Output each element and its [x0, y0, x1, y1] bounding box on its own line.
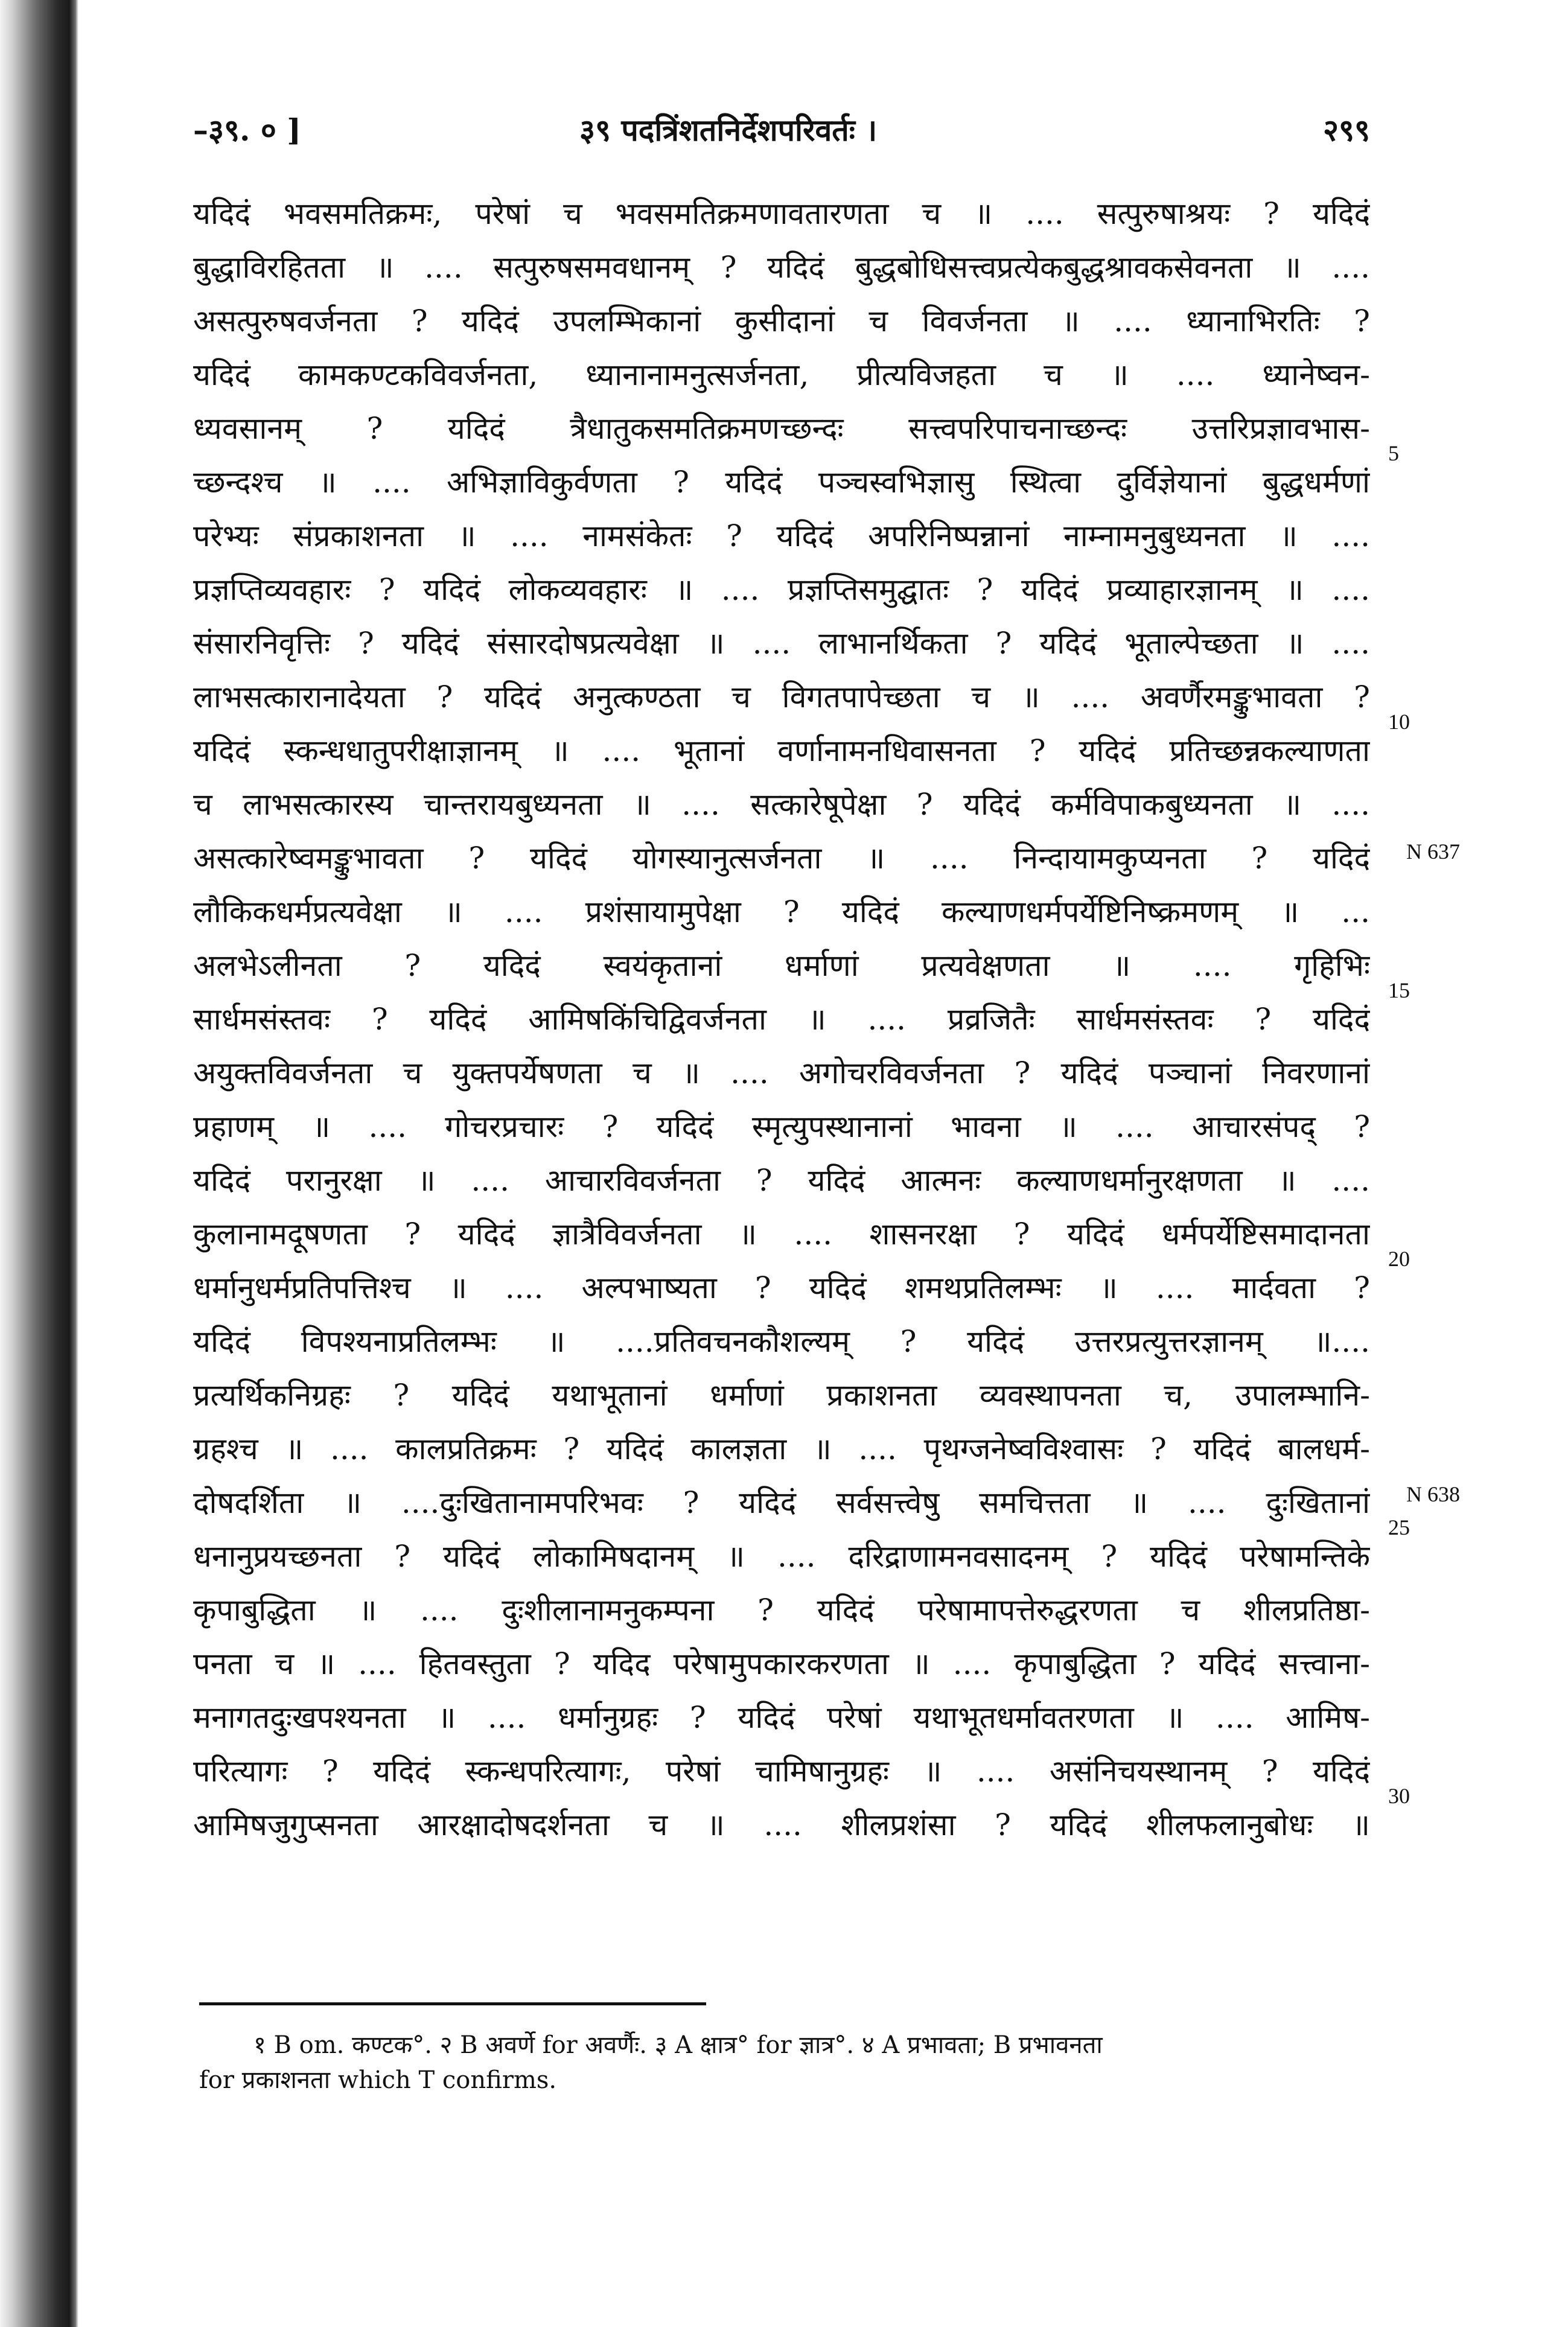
text-line-8: प्रज्ञप्तिव्यवहारः ? यदिदं लोकव्यवहारः ॥ .... प्रज्ञप्तिसमुद्घातः ? यदिदं प्रव्याहारज्ञानम् ॥ .... — [193, 572, 1370, 607]
text-line-11: यदिदं स्कन्धधातुपरीक्षाज्ञानम् ॥ .... भूतानां वर्णानामनधिवासनता ? यदिदं प्रतिच्छन्नकल्याणता — [193, 733, 1370, 768]
text-line-12: च लाभसत्कारस्य चान्तरायबुध्यनता ॥ .... सत्कारेषूपेक्षा ? यदिदं कर्मविपाकबुध्यनता ॥ .... — [193, 787, 1370, 822]
text-line-25: दोषदर्शिता ॥ ....दुःखितानामपरिभवः ? यदिदं सर्वसत्त्वेषु समचित्तता ॥ .... दुःखितानां — [193, 1485, 1370, 1520]
scan-binding-edge — [0, 0, 78, 2327]
line-number-5: 5 — [1388, 441, 1399, 465]
text-line-22: यदिदं विपश्यनाप्रतिलम्भः ॥ ....प्रतिवचनकौशल्यम् ? यदिदं उत्तरप्रत्युत्तरज्ञानम् ॥.... — [193, 1324, 1370, 1359]
text-line-29: मनागतदुःखपश्यनता ॥ .... धर्मानुग्रहः ? यदिदं परेषां यथाभूतधर्मावतरणता ॥ .... आमिष- — [193, 1700, 1370, 1735]
text-line-24: ग्रहश्च ॥ .... कालप्रतिक्रमः ? यदिदं कालज्ञता ॥ .... पृथग्जनेष्वविश्वासः ? यदिदं बालधर्म- — [193, 1431, 1370, 1466]
footnotes — [199, 2028, 1370, 2098]
text-line-19: यदिदं परानुरक्षा ॥ .... आचारविवर्जनता ? यदिदं आत्मनः कल्याणधर्मानुरक्षणता ॥ .... — [193, 1163, 1370, 1198]
text-line-18: प्रहाणम् ॥ .... गोचरप्रचारः ? यदिदं स्मृत्युपस्थानानां भावना ॥ .... आचारसंपद् ? — [193, 1109, 1370, 1144]
text-line-7: परेभ्यः संप्रकाशनता ॥ .... नामसंकेतः ? यदिदं अपरिनिष्पन्नानां नाम्नामनुबुध्यनता ॥ .... — [193, 518, 1370, 553]
page-number: २९९ — [1323, 112, 1370, 148]
line-number-25: 25 — [1388, 1515, 1410, 1539]
margin-ref-n637: N 637 — [1406, 839, 1460, 864]
text-line-23: प्रत्यर्थिकनिग्रहः ? यदिदं यथाभूतानां धर्माणां प्रकाशनता व्यवस्थापनता च, उपालम्भानि- — [193, 1378, 1370, 1413]
text-line-17: अयुक्तविवर्जनता च युक्तपर्येषणता च ॥ .... अगोचरविवर्जनता ? यदिदं पञ्चानां निवरणानां — [193, 1055, 1370, 1090]
margin-ref-n638: N 638 — [1406, 1482, 1460, 1506]
chapter-title: ३९ पदत्रिंशतनिर्देशपरिवर्तः । — [579, 112, 878, 148]
text-line-1: यदिदं भवसमतिक्रमः, परेषां च भवसमतिक्रमणावतारणता च ॥ .... सत्पुरुषाश्रयः ? यदिदं — [193, 196, 1370, 231]
footnote-line-1: १ B om. कण्टक°. २ B अवर्णे for अवर्णैः. ३ A क्षात्र° for ज्ञात्र°. ४ A प्रभावता; B प्रभावनता — [253, 2031, 1103, 2059]
text-line-15: अलभेऽलीनता ? यदिदं स्वयंकृतानां धर्माणां प्रत्यवेक्षणता ॥ .... गृहिभिः — [193, 948, 1370, 983]
text-line-2: बुद्धाविरहितता ॥ .... सत्पुरुषसमवधानम् ? यदिदं बुद्धबोधिसत्त्वप्रत्येकबुद्धश्रावकसेवनता ॥ .... — [193, 250, 1370, 285]
text-line-21: धर्मानुधर्मप्रतिपत्तिश्च ॥ .... अल्पभाष्यता ? यदिदं शमथप्रतिलम्भः ॥ .... मार्दवता ? — [193, 1270, 1370, 1305]
text-line-26: धनानुप्रयच्छनता ? यदिदं लोकामिषदानम् ॥ .... दरिद्राणामनवसादनम् ? यदिदं परेषामन्तिके — [193, 1539, 1370, 1574]
line-number-15: 15 — [1388, 978, 1410, 1002]
text-line-16: सार्धमसंस्तवः ? यदिदं आमिषकिंचिद्विवर्जनता ॥ .... प्रव्रजितैः सार्धमसंस्तवः ? यदिदं — [193, 1002, 1370, 1037]
running-header — [193, 103, 1370, 157]
text-line-13: असत्कारेष्वमङ्कुभावता ? यदिदं योगस्यानुत्सर्जनता ॥ .... निन्दायामकुप्यनता ? यदिदं — [193, 841, 1370, 876]
text-line-31: आमिषजुगुप्सनता आरक्षादोषदर्शनता च ॥ .... शीलप्रशंसा ? यदिदं शीलफलानुबोधः ॥ — [193, 1807, 1370, 1842]
text-line-27: कृपाबुद्धिता ॥ .... दुःशीलानामनुकम्पना ? यदिदं परेषामापत्तेरुद्धरणता च शीलप्रतिष्ठा- — [193, 1593, 1370, 1628]
text-line-4: यदिदं कामकण्टकविवर्जनता, ध्यानानामनुत्सर्जनता, प्रीत्यविजहता च ॥ .... ध्यानेष्वन- — [193, 357, 1370, 392]
text-line-28: पनता च ॥ .... हितवस्तुता ? यदिद परेषामुपकारकरणता ॥ .... कृपाबुद्धिता ? यदिदं सत्त्वाना- — [193, 1646, 1370, 1681]
text-line-20: कुलानामदूषणता ? यदिदं ज्ञात्रैविवर्जनता ॥ .... शासनरक्षा ? यदिदं धर्मपर्येष्टिसमादानता — [193, 1217, 1370, 1252]
section-marker: –३९. ० ] — [193, 112, 301, 148]
text-line-5: ध्यवसानम् ? यदिदं त्रैधातुकसमतिक्रमणच्छन्दः सत्त्वपरिपाचनाच्छन्दः उत्तरिप्रज्ञावभास- — [193, 411, 1370, 446]
footnote-divider — [199, 2002, 706, 2005]
text-line-14: लौकिकधर्मप्रत्यवेक्षा ॥ .... प्रशंसायामुपेक्षा ? यदिदं कल्याणधर्मपर्येष्टिनिष्क्रमणम् ॥ ... — [193, 894, 1370, 929]
text-line-3: असत्पुरुषवर्जनता ? यदिदं उपलम्भिकानां कुसीदानां च विवर्जनता ॥ .... ध्यानाभिरतिः ? — [193, 304, 1370, 339]
text-line-9: संसारनिवृत्तिः ? यदिदं संसारदोषप्रत्यवेक्षा ॥ .... लाभानर्थिकता ? यदिदं भूताल्पेच्छता ॥ .... — [193, 626, 1370, 661]
sanskrit-text-body — [193, 187, 1370, 1852]
text-line-30: परित्यागः ? यदिदं स्कन्धपरित्यागः, परेषां चामिषानुग्रहः ॥ .... असंनिचयस्थानम् ? यदिदं — [193, 1754, 1370, 1789]
line-number-20: 20 — [1388, 1247, 1410, 1271]
line-number-30: 30 — [1388, 1784, 1410, 1808]
line-number-10: 10 — [1388, 710, 1410, 734]
text-line-10: लाभसत्कारानादेयता ? यदिदं अनुत्कण्ठता च विगतपापेच्छता च ॥ .... अवर्णैरमङ्कुभावता ? — [193, 680, 1370, 715]
footnote-line-2: for प्रकाशनता which T confirms. — [199, 2066, 557, 2094]
text-line-6: च्छन्दश्च ॥ .... अभिज्ञाविकुर्वणता ? यदिदं पञ्चस्वभिज्ञासु स्थित्वा दुर्विज्ञेयानां बुद्धधर्मणां — [193, 465, 1370, 500]
